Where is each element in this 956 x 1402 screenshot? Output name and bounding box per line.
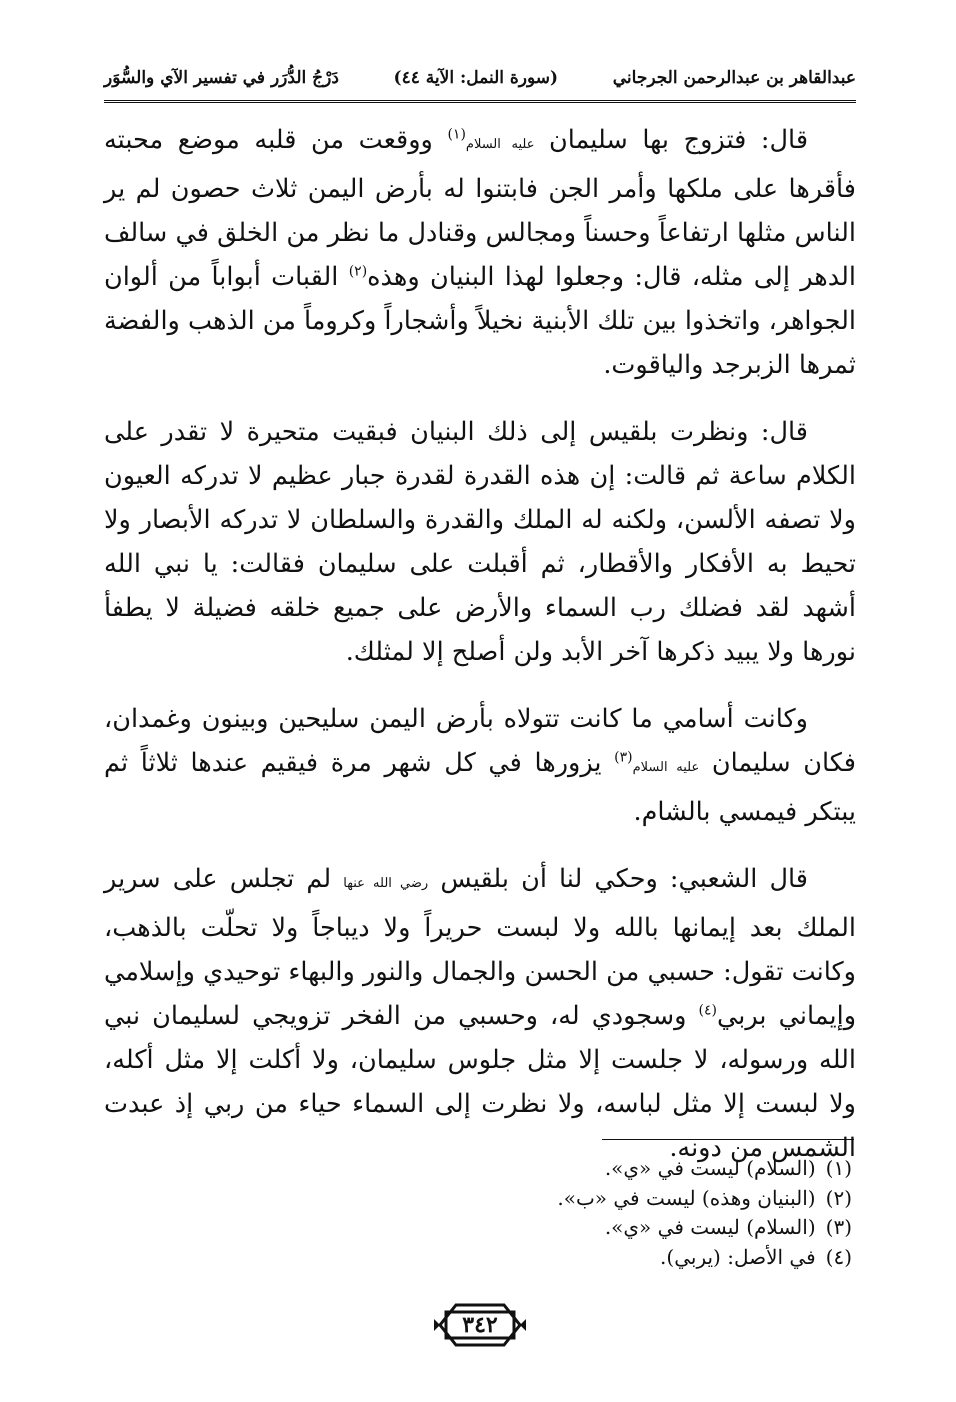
footnote-number: (٢)	[825, 1185, 852, 1210]
text-run: وكانت أسامي ما كانت تتولاه بأرض اليمن سليحين وبينون وغمدان، فكان سليمان	[104, 704, 856, 778]
footnote-marker: (٤)	[698, 1002, 718, 1019]
paragraph	[104, 410, 856, 674]
header-book-title: دَرْجُ الدُّرَر في تفسير الآي والسُّوَر	[104, 68, 339, 88]
text-run: قال الشعبي: وحكي لنا أن بلقيس	[428, 864, 808, 894]
footnote-number: (٣)	[825, 1215, 852, 1239]
running-header	[104, 58, 856, 98]
paragraph	[104, 857, 856, 1170]
footnote-number: (١)	[825, 1156, 852, 1180]
honorific: عليه السلام	[632, 760, 700, 775]
footnote-item	[300, 1154, 852, 1184]
footnote-text: (البنيان وهذه) ليست في «ب».	[557, 1185, 816, 1210]
footnote-marker: (٣)	[614, 749, 633, 766]
header-surah: (سورة النمل: الآية ٤٤)	[393, 68, 559, 88]
header-author: عبدالقاهر بن عبدالرحمن الجرجاني	[612, 68, 856, 88]
text-run: قال: ونظرت بلقيس إلى ذلك البنيان فبقيت متحيرة لا تقدر على الكلام ساعة ثم قالت: إن هذه القدرة لقدرة جبار عظيم لا تدركه العيون ولا تصفه الألسن، ولكنه له الملك والقدرة والسلطان لا تدركه الأبصار ولا تحيط به الأفكار والأقطار، ثم أقبلت على سليمان فقالت: يا نبي الله أشهد لقد فضلك رب السماء والأرض على جميع خلقه فضيلة لا يطفأ نورها ولا يبيد ذكرها آخر الأبد ولن أصلح إلا لمثلك.	[104, 417, 856, 667]
paragraph	[104, 118, 856, 387]
footnote-marker: (١)	[447, 126, 466, 143]
paragraph	[104, 697, 856, 834]
page-number-ornament	[434, 1300, 526, 1350]
text-run: وسجودي له، وحسبي من الفخر تزويجي لسليمان نبي الله ورسوله، لا جلست إلا مثل جلوس سليمان، ولا أكلت إلا مثل أكله، ولا لبست إلا مثل لباسه، ولا نظرت إلى السماء حياء من ربي إذ عبدت الشمس من دونه.	[104, 1001, 856, 1163]
page-number: ٣٤٢	[462, 1312, 498, 1338]
text-run: القبات أبواباً من ألوان الجواهر، واتخذوا بين تلك الأبنية نخيلاً وأشجاراً وكروماً من الذهب والفضة ثمرها الزبرجد والياقوت.	[104, 262, 856, 380]
footnote-text: في الأصل: (يربي).	[660, 1244, 816, 1269]
honorific: رضي الله عنها	[343, 876, 429, 891]
honorific: عليه السلام	[465, 137, 535, 152]
footnote-item	[300, 1243, 852, 1273]
footnote-item	[300, 1213, 852, 1243]
footnote-text: (السلام) ليست في «ي».	[604, 1215, 816, 1239]
text-run: ووقعت من قلبه موضع محبته فأقرها على ملكها وأمر الجن فابتنوا له بأرض اليمن ثلاث حصون لم ير الناس مثلها ارتفاعاً وحسناً ومجالس وقنادل ما نظر من الخلق في سالف الدهر إلى مثله، قال: وجعلوا لهذا البنيان وهذه	[104, 125, 856, 292]
footnote-divider	[602, 1139, 854, 1140]
header-divider	[104, 100, 856, 103]
text-run: لم تجلس على سرير الملك بعد إيمانها بالله ولا لبست حريراً ولا ديباجاً ولا تحلّت بالذهب، وكانت تقول: حسبي من الحسن والجمال والنور والبهاء توحيدي وإسلامي وإيماني بربي	[104, 864, 857, 1031]
text-run: يزورها في كل شهر مرة فيقيم عندها ثلاثاً ثم يبتكر فيمسي بالشام.	[104, 748, 856, 827]
main-text	[104, 118, 856, 1193]
footnotes	[300, 1154, 852, 1272]
footnote-item	[300, 1184, 852, 1214]
footnote-number: (٤)	[825, 1244, 852, 1269]
footnote-text: (السلام) ليست في «ي».	[604, 1156, 816, 1180]
text-run: قال: فتزوج بها سليمان	[534, 125, 809, 155]
footnote-marker: (٢)	[348, 263, 368, 280]
